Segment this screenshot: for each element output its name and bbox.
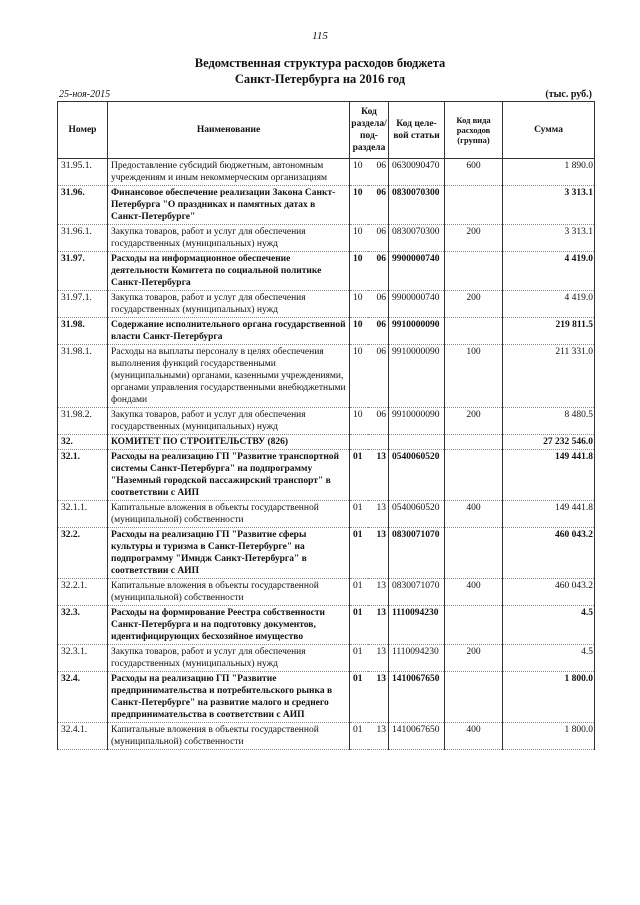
row-number: 31.97. [58, 252, 108, 291]
row-expense-group [445, 252, 503, 291]
row-expense-group [445, 528, 503, 579]
title-line-1: Ведомственная структура расходов бюджета [194, 56, 446, 70]
row-number: 32.2. [58, 528, 108, 579]
row-section-code: 01 [350, 579, 368, 606]
row-number: 32.1. [58, 450, 108, 501]
row-section-code: 01 [350, 645, 368, 672]
row-name: Расходы на реализацию ГП "Развитие транспортной системы Санкт-Петербурга" на подпрограмму "Наземный городской пассажирский транспорт" в соответствии с АИП [108, 450, 350, 501]
row-section-code: 01 [350, 672, 368, 723]
row-article-code: 0830070300 [389, 225, 445, 252]
row-section-code: 01 [350, 606, 368, 645]
row-name: Расходы на выплаты персоналу в целях обеспечения выполнения функций государственными (муниципальными) органами, казенными учреждениями, органами управления государственными внебюджетными фондами [108, 345, 350, 408]
row-expense-group: 400 [445, 723, 503, 750]
table-row [58, 672, 595, 723]
row-subsection-code: 13 [368, 672, 389, 723]
row-subsection-code: 06 [368, 225, 389, 252]
row-name: Закупка товаров, работ и услуг для обеспечения государственных (муниципальных) нужд [108, 291, 350, 318]
row-number: 32.1.1. [58, 501, 108, 528]
row-section-code: 01 [350, 501, 368, 528]
row-amount: 4 419.0 [503, 291, 595, 318]
row-expense-group: 200 [445, 225, 503, 252]
row-amount: 1 890.0 [503, 159, 595, 186]
row-article-code: 1110094230 [389, 606, 445, 645]
row-amount: 460 043.2 [503, 528, 595, 579]
row-expense-group: 100 [445, 345, 503, 408]
row-name: Расходы на формирование Реестра собственности Санкт-Петербурга и на подготовку документов, идентифицирующих бесхозяйное имущество [108, 606, 350, 645]
row-subsection-code: 13 [368, 450, 389, 501]
row-subsection-code: 06 [368, 186, 389, 225]
row-article-code: 0540060520 [389, 450, 445, 501]
row-amount: 3 313.1 [503, 186, 595, 225]
row-expense-group [445, 186, 503, 225]
row-article-code: 0830071070 [389, 528, 445, 579]
row-number: 32. [58, 435, 108, 450]
row-section-code: 10 [350, 345, 368, 408]
row-article-code: 0630090470 [389, 159, 445, 186]
row-subsection-code: 06 [368, 345, 389, 408]
row-name: Содержание исполнительного органа государственной власти Санкт-Петербурга [108, 318, 350, 345]
table-row [58, 225, 595, 252]
row-section-code: 10 [350, 291, 368, 318]
row-name: Предоставление субсидий бюджетным, автономным учреждениям и иным некоммерческим организациям [108, 159, 350, 186]
header-name: Наименование [108, 102, 350, 159]
title-line-2: Санкт-Петербурга на 2016 год [234, 72, 406, 86]
row-amount: 1 800.0 [503, 723, 595, 750]
row-subsection-code: 13 [368, 579, 389, 606]
row-amount: 4 419.0 [503, 252, 595, 291]
row-subsection-code: 06 [368, 291, 389, 318]
row-number: 32.3. [58, 606, 108, 645]
header-amount: Сумма [503, 102, 595, 159]
row-subsection-code: 06 [368, 159, 389, 186]
row-subsection-code: 13 [368, 528, 389, 579]
row-amount: 8 480.5 [503, 408, 595, 435]
row-expense-group: 400 [445, 579, 503, 606]
table-row [58, 345, 595, 408]
table-row [58, 435, 595, 450]
table-row [58, 528, 595, 579]
row-expense-group: 400 [445, 501, 503, 528]
table-row [58, 318, 595, 345]
row-section-code: 01 [350, 528, 368, 579]
table-body [58, 159, 595, 750]
row-amount: 4.5 [503, 606, 595, 645]
row-expense-group: 600 [445, 159, 503, 186]
row-amount: 4.5 [503, 645, 595, 672]
currency-unit: (тыс. руб.) [545, 89, 592, 100]
row-subsection-code: 13 [368, 723, 389, 750]
header-article: Код целе-вой статьи [389, 102, 445, 159]
row-article-code: 9900000740 [389, 291, 445, 318]
header-number: Номер [58, 102, 108, 159]
row-section-code: 10 [350, 318, 368, 345]
row-number: 31.98.2. [58, 408, 108, 435]
row-amount: 219 811.5 [503, 318, 595, 345]
row-expense-group: 200 [445, 408, 503, 435]
row-article-code: 9910000090 [389, 345, 445, 408]
header-section: Код раздела/ под-раздела [350, 102, 389, 159]
row-article-code [389, 435, 445, 450]
row-article-code: 9900000740 [389, 252, 445, 291]
row-section-code [350, 435, 368, 450]
row-name: Закупка товаров, работ и услуг для обеспечения государственных (муниципальных) нужд [108, 645, 350, 672]
row-name: Финансовое обеспечение реализации Закона Санкт-Петербурга "О праздниках и памятных датах в Санкт-Петербурге" [108, 186, 350, 225]
row-expense-group: 200 [445, 291, 503, 318]
table-row [58, 501, 595, 528]
row-section-code: 10 [350, 225, 368, 252]
row-expense-group [445, 435, 503, 450]
row-name: КОМИТЕТ ПО СТРОИТЕЛЬСТВУ (826) [108, 435, 350, 450]
table-row [58, 579, 595, 606]
row-article-code: 0830070300 [389, 186, 445, 225]
row-name: Расходы на информационное обеспечение деятельности Комитета по социальной политике Санкт-Петербурга [108, 252, 350, 291]
row-name: Капитальные вложения в объекты государственной (муниципальной) собственности [108, 501, 350, 528]
row-section-code: 10 [350, 252, 368, 291]
row-amount: 3 313.1 [503, 225, 595, 252]
row-amount: 149 441.8 [503, 450, 595, 501]
document-date: 25-ноя-2015 [59, 89, 111, 100]
row-subsection-code [368, 435, 389, 450]
table-row [58, 450, 595, 501]
row-number: 31.97.1. [58, 291, 108, 318]
row-subsection-code: 06 [368, 408, 389, 435]
row-expense-group [445, 450, 503, 501]
row-section-code: 10 [350, 186, 368, 225]
table-row [58, 645, 595, 672]
row-name: Закупка товаров, работ и услуг для обеспечения государственных (муниципальных) нужд [108, 408, 350, 435]
row-amount: 460 043.2 [503, 579, 595, 606]
row-subsection-code: 13 [368, 501, 389, 528]
row-subsection-code: 06 [368, 318, 389, 345]
row-article-code: 0830071070 [389, 579, 445, 606]
budget-table [57, 101, 595, 750]
row-number: 32.2.1. [58, 579, 108, 606]
row-number: 31.96.1. [58, 225, 108, 252]
row-name: Капитальные вложения в объекты государственной (муниципальной) собственности [108, 579, 350, 606]
row-amount: 149 441.8 [503, 501, 595, 528]
row-number: 31.96. [58, 186, 108, 225]
row-article-code: 9910000090 [389, 318, 445, 345]
row-article-code: 1110094230 [389, 645, 445, 672]
row-article-code: 1410067650 [389, 723, 445, 750]
row-expense-group [445, 672, 503, 723]
row-number: 32.4. [58, 672, 108, 723]
row-number: 31.98. [58, 318, 108, 345]
table-row [58, 186, 595, 225]
table-row [58, 408, 595, 435]
row-amount: 1 800.0 [503, 672, 595, 723]
row-number: 32.4.1. [58, 723, 108, 750]
row-expense-group [445, 318, 503, 345]
row-amount: 211 331.0 [503, 345, 595, 408]
row-number: 32.3.1. [58, 645, 108, 672]
row-subsection-code: 13 [368, 606, 389, 645]
row-expense-group [445, 606, 503, 645]
row-subsection-code: 06 [368, 252, 389, 291]
row-section-code: 01 [350, 450, 368, 501]
row-expense-group: 200 [445, 645, 503, 672]
row-name: Расходы на реализацию ГП "Развитие предпринимательства и потребительского рынка в Санкт-Петербурге" на развитие малого и среднего предпринимательства в соответствии с АИП [108, 672, 350, 723]
row-number: 31.98.1. [58, 345, 108, 408]
row-number: 31.95.1. [58, 159, 108, 186]
table-row [58, 291, 595, 318]
table-row [58, 723, 595, 750]
header-group: Код вида расходов (группа) [445, 102, 503, 159]
table-row [58, 252, 595, 291]
table-row [58, 606, 595, 645]
row-section-code: 10 [350, 408, 368, 435]
table-header-row [58, 102, 595, 159]
row-article-code: 1410067650 [389, 672, 445, 723]
row-subsection-code: 13 [368, 645, 389, 672]
row-name: Расходы на реализацию ГП "Развитие сферы культуры и туризма в Санкт-Петербурге" на подпрограмму "Имидж Санкт-Петербурга" в соответствии с АИП [108, 528, 350, 579]
row-article-code: 9910000090 [389, 408, 445, 435]
table-row [58, 159, 595, 186]
row-name: Закупка товаров, работ и услуг для обеспечения государственных (муниципальных) нужд [108, 225, 350, 252]
row-amount: 27 232 546.0 [503, 435, 595, 450]
document-title [0, 55, 640, 87]
row-section-code: 10 [350, 159, 368, 186]
row-name: Капитальные вложения в объекты государственной (муниципальной) собственности [108, 723, 350, 750]
row-section-code: 01 [350, 723, 368, 750]
page-number: 115 [312, 30, 328, 42]
row-article-code: 0540060520 [389, 501, 445, 528]
